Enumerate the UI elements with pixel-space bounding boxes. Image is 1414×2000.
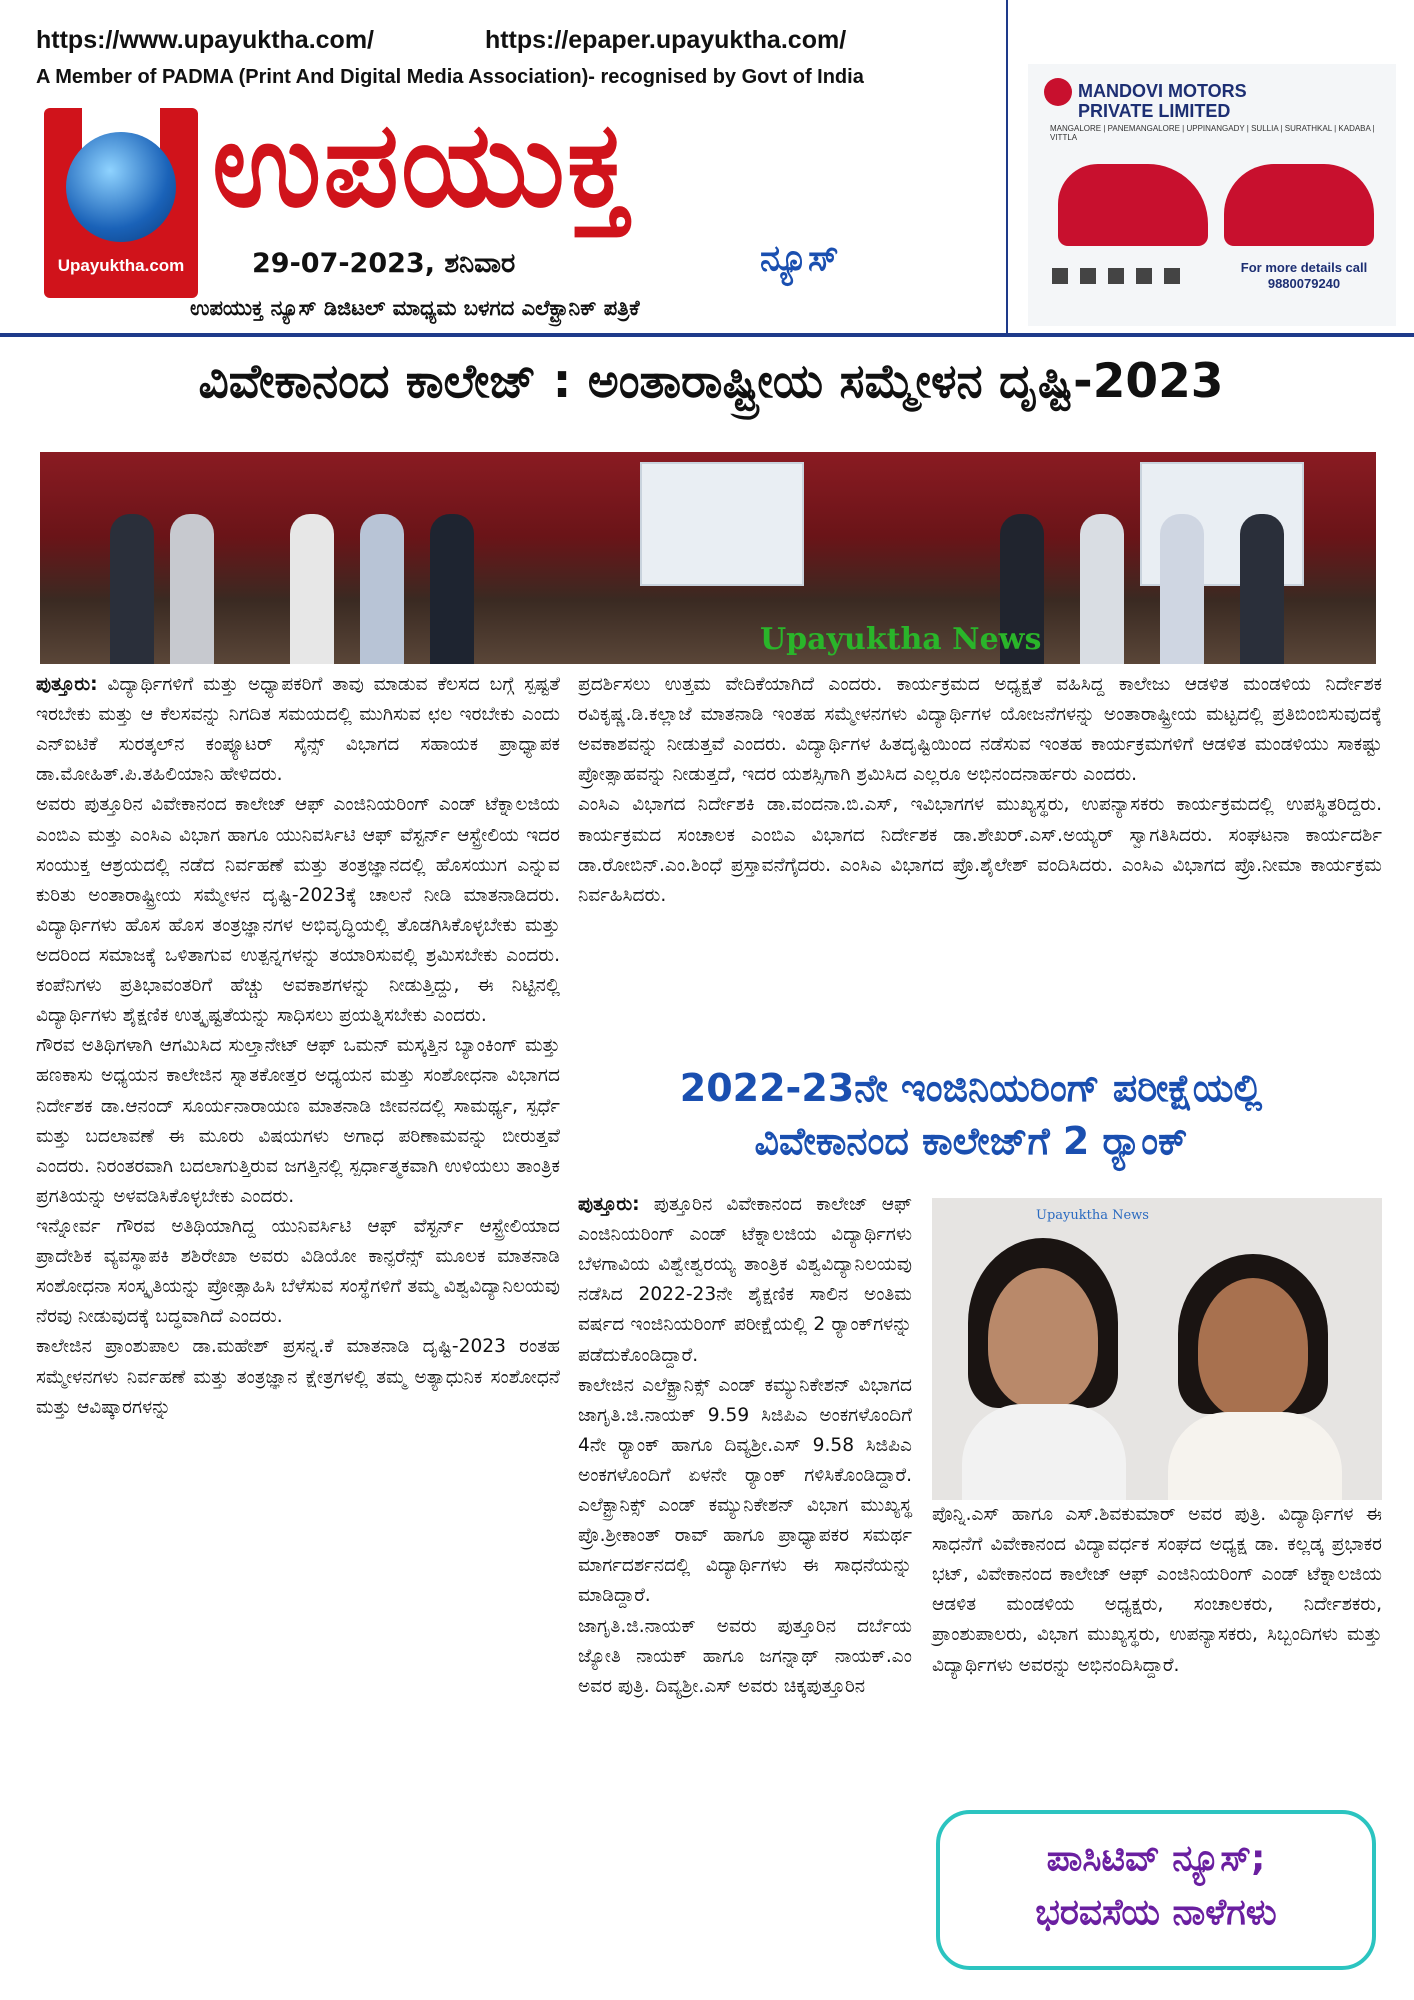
student-portrait-face (988, 1268, 1098, 1408)
paragraph: ಇನ್ನೋರ್ವ ಗೌರವ ಅತಿಥಿಯಾಗಿದ್ದ ಯುನಿವರ್ಸಿಟಿ ಆಫ್ ವೆಸ್ಟರ್ನ್ ಆಸ್ಟ್ರೇಲಿಯಾದ ಪ್ರಾದೇಶಿಕ ವ್ಯವಸ್ಥಾಪಕಿ ಶಶಿರೇಖಾ ಅವರು ವಿಡಿಯೋ ಕಾನ್ಫರೆನ್ಸ್ ಮೂಲಕ ಮಾತನಾಡಿ ಸಂಶೋಧನಾ ಸಂಸ್ಕೃತಿಯನ್ನು ಪ್ರೋತ್ಸಾಹಿಸಿ ಬೆಳೆಸುವ ಸಂಸ್ಥೆಗಳಿಗೆ ತಮ್ಮ ವಿಶ್ವವಿದ್ಯಾನಿಲಯವು ನೆರವು ನೀಡುವುದಕ್ಕೆ ಬದ್ಧವಾಗಿದೆ ಎಂದರು. (36, 1215, 560, 1328)
qr-code-icon (1080, 268, 1096, 284)
ad-locations: MANGALORE | PANEMANGALORE | UPPINANGADY | SULLIA | SURATHKAL | KADABA | VITTLA (1050, 124, 1375, 142)
dateline-place: ಪುತ್ತೂರು: (578, 1194, 640, 1215)
paragraph: ಪುತ್ತೂರು: ಪುತ್ತೂರಿನ ವಿವೇಕಾನಂದ ಕಾಲೇಜ್ ಆಫ್ ಎಂಜಿನಿಯರಿಂಗ್ ಎಂಡ್ ಟೆಕ್ನಾಲಜಿಯ ವಿದ್ಯಾರ್ಥಿಗಳು ಬೆಳಗಾವಿಯ ವಿಶ್ವೇಶ್ವರಯ್ಯ ತಾಂತ್ರಿಕ ವಿಶ್ವವಿದ್ಯಾನಿಲಯವು ನಡೆಸಿದ 2022-23ನೇ ಶೈಕ್ಷಣಿಕ ಸಾಲಿನ ಅಂತಿಮ ವರ್ಷದ ಇಂಜಿನಿಯರಿಂಗ್ ಪರೀಕ್ಷೆಯಲ್ಲಿ 2 ರ್‍ಯಾಂಕ್‌ಗಳನ್ನು ಪಡೆದುಕೊಂಡಿದ್ದಾರೆ. (578, 1194, 912, 1366)
paragraph: ಪುತ್ತೂರು: ವಿದ್ಯಾರ್ಥಿಗಳಿಗೆ ಮತ್ತು ಅಧ್ಯಾಪಕರಿಗೆ ತಾವು ಮಾಡುವ ಕೆಲಸದ ಬಗ್ಗೆ ಸ್ಪಷ್ಟತೆ ಇರಬೇಕು ಮತ್ತು ಆ ಕೆಲಸವನ್ನು ನಿಗದಿತ ಸಮಯದಲ್ಲಿ ಮುಗಿಸುವ ಛಲ ಇರಬೇಕು ಎಂದು ಎನ್‌ಐಟಿಕೆ ಸುರತ್ಕಲ್‌ನ ಕಂಪ್ಯೂಟರ್ ಸೈನ್ಸ್ ವಿಭಾಗದ ಸಹಾಯಕ ಪ್ರಾಧ್ಯಾಪಕ ಡಾ.ಮೋಹಿತ್.ಪಿ.ತಹಿಲಿಯಾನಿ ಹೇಳಿದರು. (36, 674, 560, 786)
qr-code-icon (1136, 268, 1152, 284)
person-figure (110, 514, 154, 664)
person-figure (1160, 514, 1204, 664)
ad-call-to-action: For more details call 9880079240 (1240, 260, 1368, 292)
logo-tag: Upayuktha.com (57, 256, 185, 275)
paragraph: ಎಂಸಿಎ ವಿಭಾಗದ ನಿರ್ದೇಶಕಿ ಡಾ.ವಂದನಾ.ಬಿ.ಎಸ್, ಇವಿಭಾಗಗಳ ಮುಖ್ಯಸ್ಥರು, ಉಪನ್ಯಾಸಕರು ಕಾರ್ಯಕ್ರಮದಲ್ಲಿ ಉಪಸ್ಥಿತರಿದ್ದರು. ಕಾರ್ಯಕ್ರಮದ ಸಂಚಾಲಕ ಎಂಬಿಎ ವಿಭಾಗದ ನಿರ್ದೇಶಕ ಡಾ.ಶೇಖರ್.ಎಸ್.ಅಯ್ಯರ್ ಸ್ವಾಗತಿಸಿದರು. ಸಂಘಟನಾ ಕಾರ್ಯದರ್ಶಿ ಡಾ.ರೋಬಿನ್.ಎಂ.ಶಿಂಧೆ ಪ್ರಸ್ತಾವನೆಗೈದರು. ಎಂಸಿಎ ವಿಭಾಗದ ಪ್ರೊ.ಶೈಲೇಶ್ ವಂದಿಸಿದರು. ಎಂಸಿಎ ವಿಭಾಗದ ಪ್ರೊ.ನೀಮಾ ಕಾರ್ಯಕ್ರಮ ನಿರ್ವಹಿಸಿದರು. (578, 794, 1382, 906)
tagline: ಉಪಯುಕ್ತ ನ್ಯೂಸ್ ಡಿಜಿಟಲ್ ಮಾಧ್ಯಮ ಬಳಗದ ಎಲೆಕ್ಟ್ರಾನಿಕ್ ಪತ್ರಿಕೆ (190, 296, 640, 320)
masthead-title: ಉಪಯುಕ್ತ (212, 95, 632, 233)
drishti-banner (640, 462, 804, 586)
issue-date: 29-07-2023, ಶನಿವಾರ (252, 248, 516, 279)
qr-code-icon (1164, 268, 1180, 284)
article1-column-1 (36, 670, 560, 1423)
positive-news-text: ಪಾಸಿಟಿವ್ ನ್ಯೂಸ್; ಭರವಸೆಯ ನಾಳೆಗಳು (1035, 1838, 1277, 1933)
mandovi-logo-icon (1044, 78, 1072, 106)
student-portrait-face (1198, 1278, 1308, 1418)
header-urls (36, 26, 956, 55)
person-figure (290, 514, 334, 664)
paragraph: ಗೌರವ ಅತಿಥಿಗಳಾಗಿ ಆಗಮಿಸಿದ ಸುಲ್ತಾನೇಟ್ ಆಫ್ ಒಮನ್ ಮಸ್ಕತ್ತಿನ ಬ್ಯಾಂಕಿಂಗ್ ಮತ್ತು ಹಣಕಾಸು ಅಧ್ಯಯನ ಕಾಲೇಜಿನ ಸ್ನಾತಕೋತ್ತರ ಅಧ್ಯಯನ ಮತ್ತು ಸಂಶೋಧನಾ ವಿಭಾಗದ ನಿರ್ದೇಶಕ ಡಾ.ಆನಂದ್ ಸೂರ್ಯನಾರಾಯಣ ಮಾತನಾಡಿ ಜೀವನದಲ್ಲಿ ಸಾಮರ್ಥ್ಯ, ಸ್ಪರ್ಧೆ ಮತ್ತು ಬದಲಾವಣೆ ಈ ಮೂರು ವಿಷಯಗಳು ಅಗಾಧ ಪರಿಣಾಮವನ್ನು ಬೀರುತ್ತವೆ ಎಂದರು. ನಿರಂತರವಾಗಿ ಬದಲಾಗುತ್ತಿರುವ ಜಗತ್ತಿನಲ್ಲಿ ಸ್ಪರ್ಧಾತ್ಮಕವಾಗಿ ಉಳಿಯಲು ತಾಂತ್ರಿಕ ಪ್ರಗತಿಯನ್ನು ಅಳವಡಿಸಿಕೊಳ್ಳಬೇಕು ಎಂದರು. (36, 1035, 560, 1207)
article2-column-1 (578, 1190, 912, 1702)
ad-brand: MANDOVI MOTORS PRIVATE LIMITED (1078, 81, 1247, 121)
qr-code-icon (1108, 268, 1124, 284)
article1-column-2 (578, 670, 1382, 911)
paragraph: ಜಾಗೃತಿ.ಜಿ.ನಾಯಕ್ ಅವರು ಪುತ್ತೂರಿನ ದರ್ಬೆಯ ಜ್ಯೋತಿ ನಾಯಕ್ ಹಾಗೂ ಜಗನ್ನಾಥ್ ನಾಯಕ್.ಎಂ ಅವರ ಪುತ್ರಿ. ದಿವ್ಯಶ್ರೀ.ಎಸ್ ಅವರು ಚಿಕ್ಕಪುತ್ತೂರಿನ (578, 1615, 912, 1697)
paragraph: ಕಾಲೇಜಿನ ಪ್ರಾಂಶುಪಾಲ ಡಾ.ಮಹೇಶ್ ಪ್ರಸನ್ನ.ಕೆ ಮಾತನಾಡಿ ದೃಷ್ಟಿ-2023 ರಂತಹ ಸಮ್ಮೇಳನಗಳು ನಿರ್ವಹಣೆ ಮತ್ತು ತಂತ್ರಜ್ಞಾನ ಕ್ಷೇತ್ರಗಳಲ್ಲಿ ತಮ್ಮ ಅತ್ಯಾಧುನಿಕ ಸಂಶೋಧನೆ ಮತ್ತು ಆವಿಷ್ಕಾರಗಳನ್ನು (36, 1336, 560, 1418)
header-divider-vertical (1006, 0, 1008, 335)
masthead-subtitle: ನ್ಯೂಸ್ (760, 238, 839, 279)
student-portrait-body (962, 1404, 1126, 1500)
paragraph: ಪ್ರದರ್ಶಿಸಲು ಉತ್ತಮ ವೇದಿಕೆಯಾಗಿದೆ ಎಂದರು. ಕಾರ್ಯಕ್ರಮದ ಅಧ್ಯಕ್ಷತೆ ವಹಿಸಿದ್ದ ಕಾಲೇಜು ಆಡಳಿತ ಮಂಡಳಿಯ ನಿರ್ದೇಶಕ ರವಿಕೃಷ್ಣ.ಡಿ.ಕಲ್ಲಾಜೆ ಮಾತನಾಡಿ ಇಂತಹ ಸಮ್ಮೇಳನಗಳು ವಿದ್ಯಾರ್ಥಿಗಳ ಯೋಜನೆಗಳನ್ನು ಅಂತಾರಾಷ್ಟ್ರೀಯ ಮಟ್ಟದಲ್ಲಿ ಪ್ರತಿಬಿಂಬಿಸುವುದಕ್ಕೆ ಅವಕಾಶವನ್ನು ನೀಡುತ್ತವೆ ಎಂದರು. ವಿದ್ಯಾರ್ಥಿಗಳ ಹಿತದೃಷ್ಟಿಯಿಂದ ನಡೆಸುವ ಇಂತಹ ಕಾರ್ಯಕ್ರಮಗಳಿಗೆ ಆಡಳಿತ ಮಂಡಳಿಯು ಸಾಕಷ್ಟು ಪ್ರೋತ್ಸಾಹವನ್ನು ನೀಡುತ್ತದೆ, ಇದರ ಯಶಸ್ಸಿಗಾಗಿ ಶ್ರಮಿಸಿದ ಎಲ್ಲರೂ ಅಭಿನಂದನಾರ್ಹರು ಎಂದರು. (578, 674, 1382, 786)
upayuktha-logo (44, 108, 198, 298)
article2-column-2 (932, 1500, 1382, 1681)
article2-headline: 2022-23ನೇ ಇಂಜಿನಿಯರಿಂಗ್ ಪರೀಕ್ಷೆಯಲ್ಲಿ ವಿವೇಕಾನಂದ ಕಾಲೇಜ್‌ಗೆ 2 ರ್‍ಯಾಂಕ್ (679, 1066, 1263, 1164)
mandovi-motors-ad[interactable] (1028, 64, 1396, 326)
header-divider (0, 333, 1414, 337)
url-main-link[interactable]: https://www.upayuktha.com/ (36, 26, 374, 54)
member-line: A Member of PADMA (Print And Digital Media Association)- recognised by Govt of India (36, 66, 864, 88)
article1-headline: ವಿವೇಕಾನಂದ ಕಾಲೇಜ್ : ಅಂತಾರಾಷ್ಟ್ರೀಯ ಸಮ್ಮೇಳನ ದೃಷ್ಟಿ-2023 (198, 354, 1224, 409)
article1-photo (40, 452, 1376, 664)
person-figure (1080, 514, 1124, 664)
dateline-place: ಪುತ್ತೂರು: (36, 674, 98, 695)
photo-watermark: Upayuktha News (1036, 1208, 1149, 1223)
photo-watermark: Upayuktha News (760, 622, 1042, 657)
red-car-image (1224, 164, 1374, 246)
red-car-image (1058, 164, 1208, 246)
positive-news-box (936, 1810, 1376, 1970)
paragraph: ಅವರು ಪುತ್ತೂರಿನ ವಿವೇಕಾನಂದ ಕಾಲೇಜ್ ಆಫ್ ಎಂಜಿನಿಯರಿಂಗ್ ಎಂಡ್ ಟೆಕ್ನಾಲಜಿಯ ಎಂಬಿಎ ಮತ್ತು ಎಂಸಿಎ ವಿಭಾಗ ಹಾಗೂ ಯುನಿವರ್ಸಿಟಿ ಆಫ್ ವೆಸ್ಟರ್ನ್ ಆಸ್ಟ್ರೇಲಿಯ ಇದರ ಸಂಯುಕ್ತ ಆಶ್ರಯದಲ್ಲಿ ನಡೆದ ನಿರ್ವಹಣೆ ಮತ್ತು ತಂತ್ರಜ್ಞಾನದಲ್ಲಿ ಹೊಸಯುಗ ಎನ್ನುವ ಕುರಿತು ಅಂತಾರಾಷ್ಟ್ರೀಯ ಸಮ್ಮೇಳನ ದೃಷ್ಟಿ-2023ಕ್ಕೆ ಚಾಲನೆ ನೀಡಿ ಮಾತನಾಡಿದರು. ವಿದ್ಯಾರ್ಥಿಗಳು ಹೊಸ ಹೊಸ ತಂತ್ರಜ್ಞಾನಗಳ ಅಭಿವೃದ್ಧಿಯಲ್ಲಿ ತೊಡಗಿಸಿಕೊಳ್ಳಬೇಕು ಮತ್ತು ಅದರಿಂದ ಸಮಾಜಕ್ಕೆ ಒಳಿತಾಗುವ ಉತ್ಪನ್ನಗಳನ್ನು ತಯಾರಿಸುವಲ್ಲಿ ಶ್ರಮಿಸಬೇಕು ಎಂದರು. ಕಂಪೆನಿಗಳು ಪ್ರತಿಭಾವಂತರಿಗೆ ಹೆಚ್ಚು ಅವಕಾಶಗಳನ್ನು ನೀಡುತ್ತಿದ್ದು, ಈ ನಿಟ್ಟಿನಲ್ಲಿ ವಿದ್ಯಾರ್ಥಿಗಳು ಶೈಕ್ಷಣಿಕ ಉತ್ಕೃಷ್ಟತೆಯನ್ನು ಸಾಧಿಸಲು ಪ್ರಯತ್ನಿಸಬೇಕು ಎಂದರು. (36, 794, 560, 1027)
person-figure (1240, 514, 1284, 664)
person-figure (170, 514, 214, 664)
rank-students-photo (932, 1198, 1382, 1500)
qr-code-icon (1052, 268, 1068, 284)
paragraph: ಪೊನ್ನಿ.ಎಸ್ ಹಾಗೂ ಎಸ್.ಶಿವಕುಮಾರ್ ಅವರ ಪುತ್ರಿ. ವಿದ್ಯಾರ್ಥಿಗಳ ಈ ಸಾಧನೆಗೆ ವಿವೇಕಾನಂದ ವಿದ್ಯಾವರ್ಧಕ ಸಂಘದ ಅಧ್ಯಕ್ಷ ಡಾ. ಕಲ್ಲಡ್ಕ ಪ್ರಭಾಕರ ಭಟ್, ವಿವೇಕಾನಂದ ಕಾಲೇಜ್ ಆಫ್ ಎಂಜಿನಿಯರಿಂಗ್ ಎಂಡ್ ಟೆಕ್ನಾಲಜಿಯ ಆಡಳಿತ ಮಂಡಳಿಯ ಅಧ್ಯಕ್ಷರು, ಸಂಚಾಲಕರು, ನಿರ್ದೇಶಕರು, ಪ್ರಾಂಶುಪಾಲರು, ವಿಭಾಗ ಮುಖ್ಯಸ್ಥರು, ಉಪನ್ಯಾಸಕರು, ಸಿಬ್ಬಂದಿಗಳು ಮತ್ತು ವಿದ್ಯಾರ್ಥಿಗಳು ಅವರನ್ನು ಅಭಿನಂದಿಸಿದ್ದಾರೆ. (932, 1504, 1382, 1676)
url-epaper-link[interactable]: https://epaper.upayuktha.com/ (484, 26, 847, 54)
student-portrait-body (1168, 1412, 1342, 1500)
globe-icon (66, 132, 176, 242)
person-figure (360, 514, 404, 664)
paragraph: ಕಾಲೇಜಿನ ಎಲೆಕ್ಟ್ರಾನಿಕ್ಸ್ ಎಂಡ್ ಕಮ್ಯುನಿಕೇಶನ್ ವಿಭಾಗದ ಜಾಗೃತಿ.ಜಿ.ನಾಯಕ್ 9.59 ಸಿಜಿಪಿಎ ಅಂಕಗಳೊಂದಿಗೆ 4ನೇ ರ್‍ಯಾಂಕ್ ಹಾಗೂ ದಿವ್ಯಶ್ರೀ.ಎಸ್ 9.58 ಸಿಜಿಪಿಎ ಅಂಕಗಳೊಂದಿಗೆ ಏಳನೇ ರ್‍ಯಾಂಕ್ ಗಳಿಸಿಕೊಂಡಿದ್ದಾರೆ. ಎಲೆಕ್ಟ್ರಾನಿಕ್ಸ್ ಎಂಡ್ ಕಮ್ಯುನಿಕೇಶನ್ ವಿಭಾಗ ಮುಖ್ಯಸ್ಥ ಪ್ರೊ.ಶ್ರೀಕಾಂತ್ ರಾವ್ ಹಾಗೂ ಪ್ರಾಧ್ಯಾಪಕರ ಸಮರ್ಥ ಮಾರ್ಗದರ್ಶನದಲ್ಲಿ ವಿದ್ಯಾರ್ಥಿಗಳು ಈ ಸಾಧನೆಯನ್ನು ಮಾಡಿದ್ದಾರೆ. (578, 1374, 912, 1607)
person-figure (430, 514, 474, 664)
